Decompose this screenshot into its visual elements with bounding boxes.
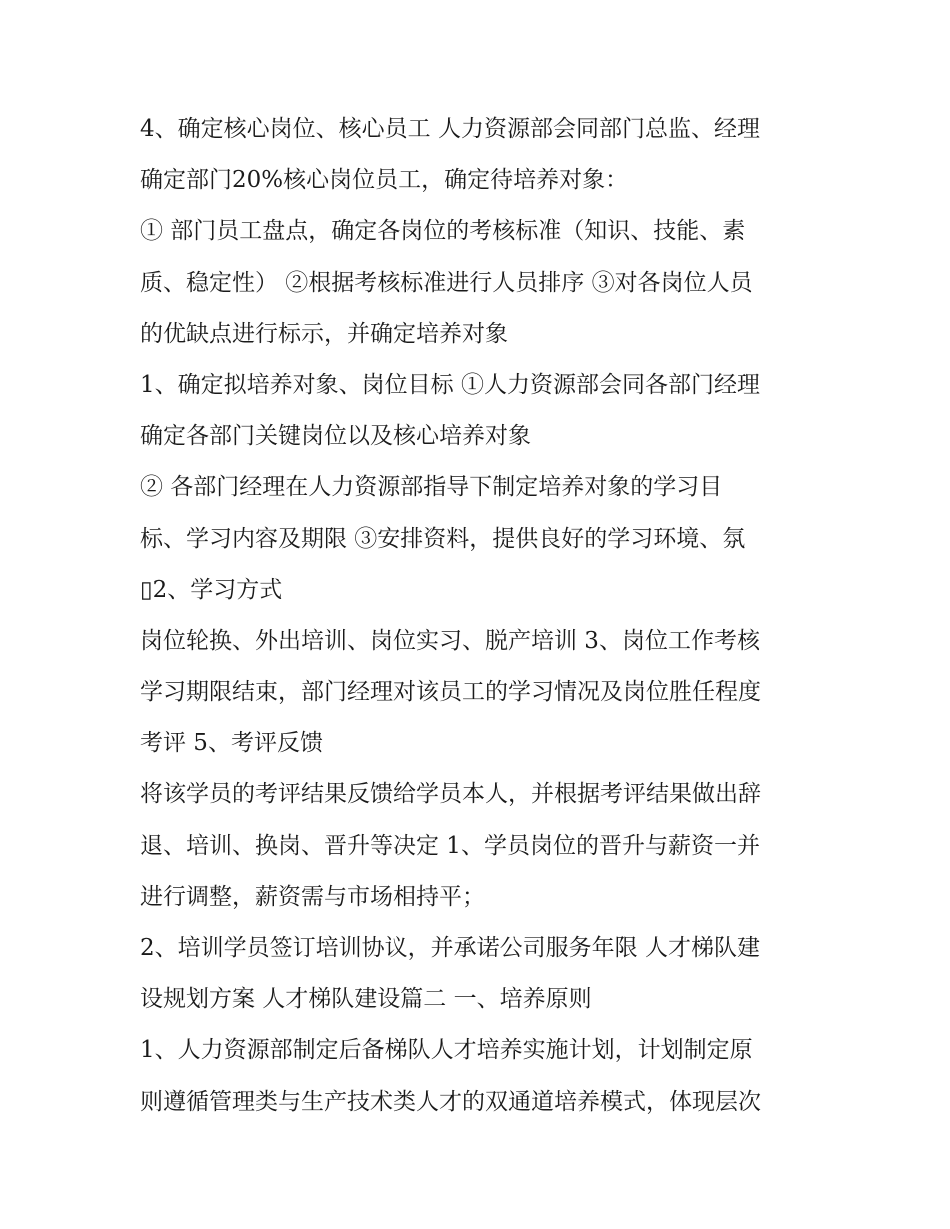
text-line: 则遵循管理类与生产技术类人才的双通道培养模式，体现层次 xyxy=(140,1088,761,1115)
text-line: 4、确定核心岗位、核心员工 人力资源部会同部门总监、经理 xyxy=(140,116,760,142)
text-line: 将该学员的考评结果反馈给学员本人，并根据考评结果做出辞 xyxy=(140,781,761,808)
text-line: 岗位轮换、外出培训、岗位实习、脱产培训 3、岗位工作考核 xyxy=(140,627,760,654)
text-line: 1、人力资源部制定后备梯队人才培养实施计划，计划制定原 xyxy=(140,1037,753,1064)
text-line: 2、培训学员签订培训协议，并承诺公司服务年限 人才梯队建 xyxy=(140,935,760,961)
text-line: 标、学习内容及期限 ③安排资料，提供良好的学习环境、氛 xyxy=(140,525,746,552)
text-line: 考评 5、考评反馈 xyxy=(140,730,323,757)
text-line: ② 各部门经理在人力资源部指导下制定培养对象的学习目 xyxy=(140,474,723,501)
text-line: 进行调整，薪资需与市场相持平； xyxy=(140,883,485,910)
text-line: 学习期限结束，部门经理对该员工的学习情况及岗位胜任程度 xyxy=(140,679,761,706)
text-line: 设规划方案 人才梯队建设篇二 一、培养原则 xyxy=(140,986,592,1013)
text-line: 退、培训、换岗、晋升等决定 1、学员岗位的晋升与薪资一并 xyxy=(140,832,760,859)
text-line: 质、稳定性） ②根据考核标准进行人员排序 ③对各岗位人员 xyxy=(140,269,753,296)
text-line: 确定各部门关键岗位以及核心培养对象 xyxy=(140,423,531,450)
text-line: 1、确定拟培养对象、岗位目标 ①人力资源部会同各部门经理 xyxy=(140,371,760,398)
text-line: 确定部门20%核心岗位员工，确定待培养对象： xyxy=(140,167,629,194)
text-line: 的优缺点进行标示，并确定培养对象 xyxy=(140,320,508,347)
text-line: ▯2、学习方式 xyxy=(140,576,283,603)
document-body xyxy=(140,104,830,1128)
text-line: ① 部门员工盘点，确定各岗位的考核标准（知识、技能、素 xyxy=(140,218,746,245)
